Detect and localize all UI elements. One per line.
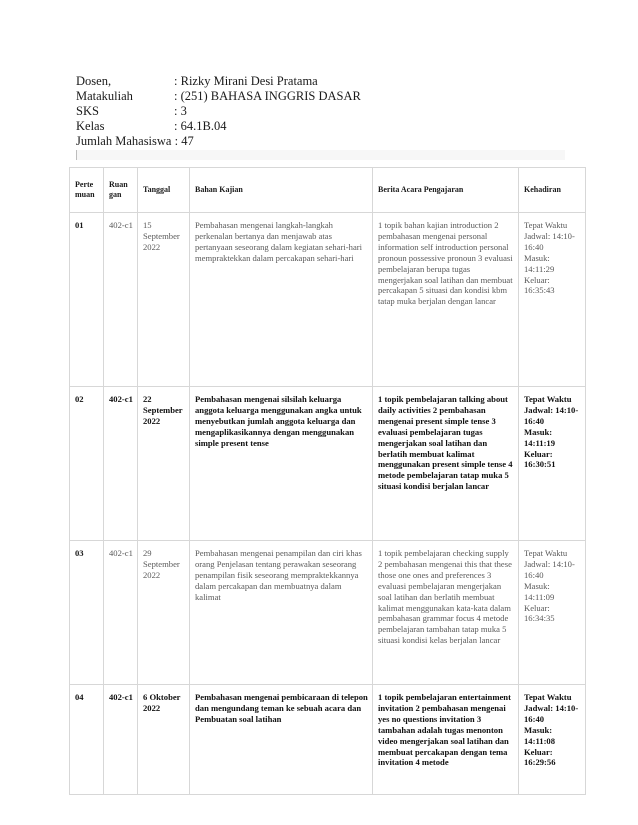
attendance-check-out: Keluar: 16:30:51 bbox=[524, 448, 556, 470]
cell-tanggal: 6 Oktober 2022 bbox=[138, 685, 190, 795]
header-separator: : bbox=[174, 119, 181, 133]
header-label: Matakuliah bbox=[76, 89, 133, 103]
cell-kehadiran bbox=[519, 213, 586, 387]
course-header bbox=[76, 74, 361, 149]
header-separator: : bbox=[174, 104, 181, 118]
header-pertemuan: Perte muan bbox=[70, 168, 104, 213]
header-separator: : bbox=[174, 74, 181, 88]
table-row bbox=[70, 387, 586, 541]
attendance-schedule: Jadwal: 14:10-16:40 bbox=[524, 702, 579, 724]
table-row bbox=[70, 685, 586, 795]
attendance-check-out: Keluar: 16:34:35 bbox=[524, 602, 555, 624]
header-value: 64.1B.04 bbox=[180, 119, 227, 133]
cell-ruangan: 402-c1 bbox=[104, 387, 138, 541]
header-value: Rizky Mirani Desi Pratama bbox=[180, 74, 318, 88]
attendance-schedule: Jadwal: 14:10-16:40 bbox=[524, 230, 575, 252]
header-label: Jumlah Mahasiswa bbox=[76, 134, 172, 148]
cell-berita-acara: 1 topik pembelajaran checking supply 2 pembahasan mengenai this that these those one ones and preferences 3 evaluasi pembelajaran mengerjakan soal latihan dan berlatih membuat kalimat menggunakan kata-kata dalam pembahasan grammar focus 4 metode pembelajaran tambahan tatap muka 5 situasi kondisi kelas berjalan lancar bbox=[373, 541, 519, 685]
attendance-status: Tepat Waktu bbox=[524, 220, 568, 230]
cell-bahan-kajian: Pembahasan mengenai silsilah keluarga anggota keluarga menggunakan angka untuk menyebutkan jumlah anggota keluarga dan mengaplikasikannya dengan menggunakan simple present tense bbox=[190, 387, 373, 541]
table-row bbox=[70, 213, 586, 387]
table-row bbox=[70, 541, 586, 685]
cell-ruangan: 402-c1 bbox=[104, 685, 138, 795]
attendance-check-out: Keluar: 16:29:56 bbox=[524, 746, 556, 768]
cell-bahan-kajian: Pembahasan mengenai langkah-langkah perkenalan bertanya dan menjawab atas pertanyaan seseorang dalam kegiatan sehari-hari mempraktekkan dalam percakapan sehari-hari bbox=[190, 213, 373, 387]
cell-tanggal: 15 September 2022 bbox=[138, 213, 190, 387]
table-header-row bbox=[70, 168, 586, 213]
attendance-status: Tepat Waktu bbox=[524, 394, 572, 404]
header-kehadiran: Kehadiran bbox=[519, 168, 586, 213]
empty-paragraph-line bbox=[76, 150, 565, 160]
attendance-check-in: Masuk: 14:11:08 bbox=[524, 724, 556, 746]
cell-ruangan: 402-c1 bbox=[104, 541, 138, 685]
cell-tanggal: 22 September 2022 bbox=[138, 387, 190, 541]
header-tanggal: Tanggal bbox=[138, 168, 190, 213]
attendance-check-in: Masuk: 14:11:29 bbox=[524, 252, 555, 274]
cell-berita-acara: 1 topik pembelajaran talking about daily activities 2 pembahasan mengenai present simple tense 3 evaluasi pembelajaran tugas mengerjakan soal latihan dan berlatih membuat kalimat menggunakan present simple tense 4 metode pembelajaran tatap muka 5 situasi kondisi berjalan lancar bbox=[373, 387, 519, 541]
header-value: 3 bbox=[180, 104, 187, 118]
header-row-jumlah-mahasiswa bbox=[76, 134, 361, 149]
attendance-schedule: Jadwal: 14:10-16:40 bbox=[524, 558, 575, 580]
attendance-status: Tepat Waktu bbox=[524, 692, 572, 702]
header-row-sks bbox=[76, 104, 361, 119]
cell-kehadiran bbox=[519, 387, 586, 541]
header-bahan-kajian: Bahan Kajian bbox=[190, 168, 373, 213]
header-label: Dosen, bbox=[76, 74, 112, 88]
cell-berita-acara: 1 topik bahan kajian introduction 2 pembahasan mengenai personal information self introduction personal pronoun possessive pronoun 3 evaluasi pembelajaran berupa tugas mengerjakan soal latihan dan membuat percakapan 5 situasi dan kondisi kbm tatap muka berjalan dengan lancar bbox=[373, 213, 519, 387]
cell-pertemuan: 02 bbox=[70, 387, 104, 541]
header-separator: : bbox=[174, 89, 181, 103]
header-separator: : bbox=[171, 134, 182, 148]
cell-pertemuan: 04 bbox=[70, 685, 104, 795]
attendance-schedule: Jadwal: 14:10-16:40 bbox=[524, 404, 579, 426]
cell-ruangan: 402-c1 bbox=[104, 213, 138, 387]
cell-tanggal: 29 September 2022 bbox=[138, 541, 190, 685]
header-value: 47 bbox=[181, 134, 194, 148]
cell-kehadiran bbox=[519, 685, 586, 795]
header-row-kelas bbox=[76, 119, 361, 134]
header-label: SKS bbox=[76, 104, 99, 118]
cell-bahan-kajian: Pembahasan mengenai pembicaraan di telepon dan mengundang teman ke sebuah acara dan Pembuatan soal latihan bbox=[190, 685, 373, 795]
attendance-check-in: Masuk: 14:11:19 bbox=[524, 426, 556, 448]
cell-bahan-kajian: Pembahasan mengenai penampilan dan ciri khas orang Penjelasan tentang perawakan seseorang penampilan fisik seseorang mempraktekkannya dalam percakapan dan membuatnya dalam kalimat bbox=[190, 541, 373, 685]
header-row-matakuliah bbox=[76, 89, 361, 104]
cell-pertemuan: 03 bbox=[70, 541, 104, 685]
header-label: Kelas bbox=[76, 119, 105, 133]
header-berita-acara: Berita Acara Pengajaran bbox=[373, 168, 519, 213]
attendance-check-out: Keluar: 16:35:43 bbox=[524, 274, 555, 296]
attendance-status: Tepat Waktu bbox=[524, 548, 568, 558]
header-ruangan: Ruan gan bbox=[104, 168, 138, 213]
teaching-record-table bbox=[69, 167, 586, 795]
header-row-dosen bbox=[76, 74, 361, 89]
cell-berita-acara: 1 topik pembelajaran entertainment invitation 2 pembahasan mengenai yes no questions invitation 3 tambahan adalah tugas menonton video mengerjakan soal latihan dan membuat percakapan dengan tema invitation 4 metode bbox=[373, 685, 519, 795]
header-value: (251) BAHASA INGGRIS DASAR bbox=[180, 89, 361, 103]
cell-kehadiran bbox=[519, 541, 586, 685]
attendance-check-in: Masuk: 14:11:09 bbox=[524, 580, 555, 602]
cell-pertemuan: 01 bbox=[70, 213, 104, 387]
